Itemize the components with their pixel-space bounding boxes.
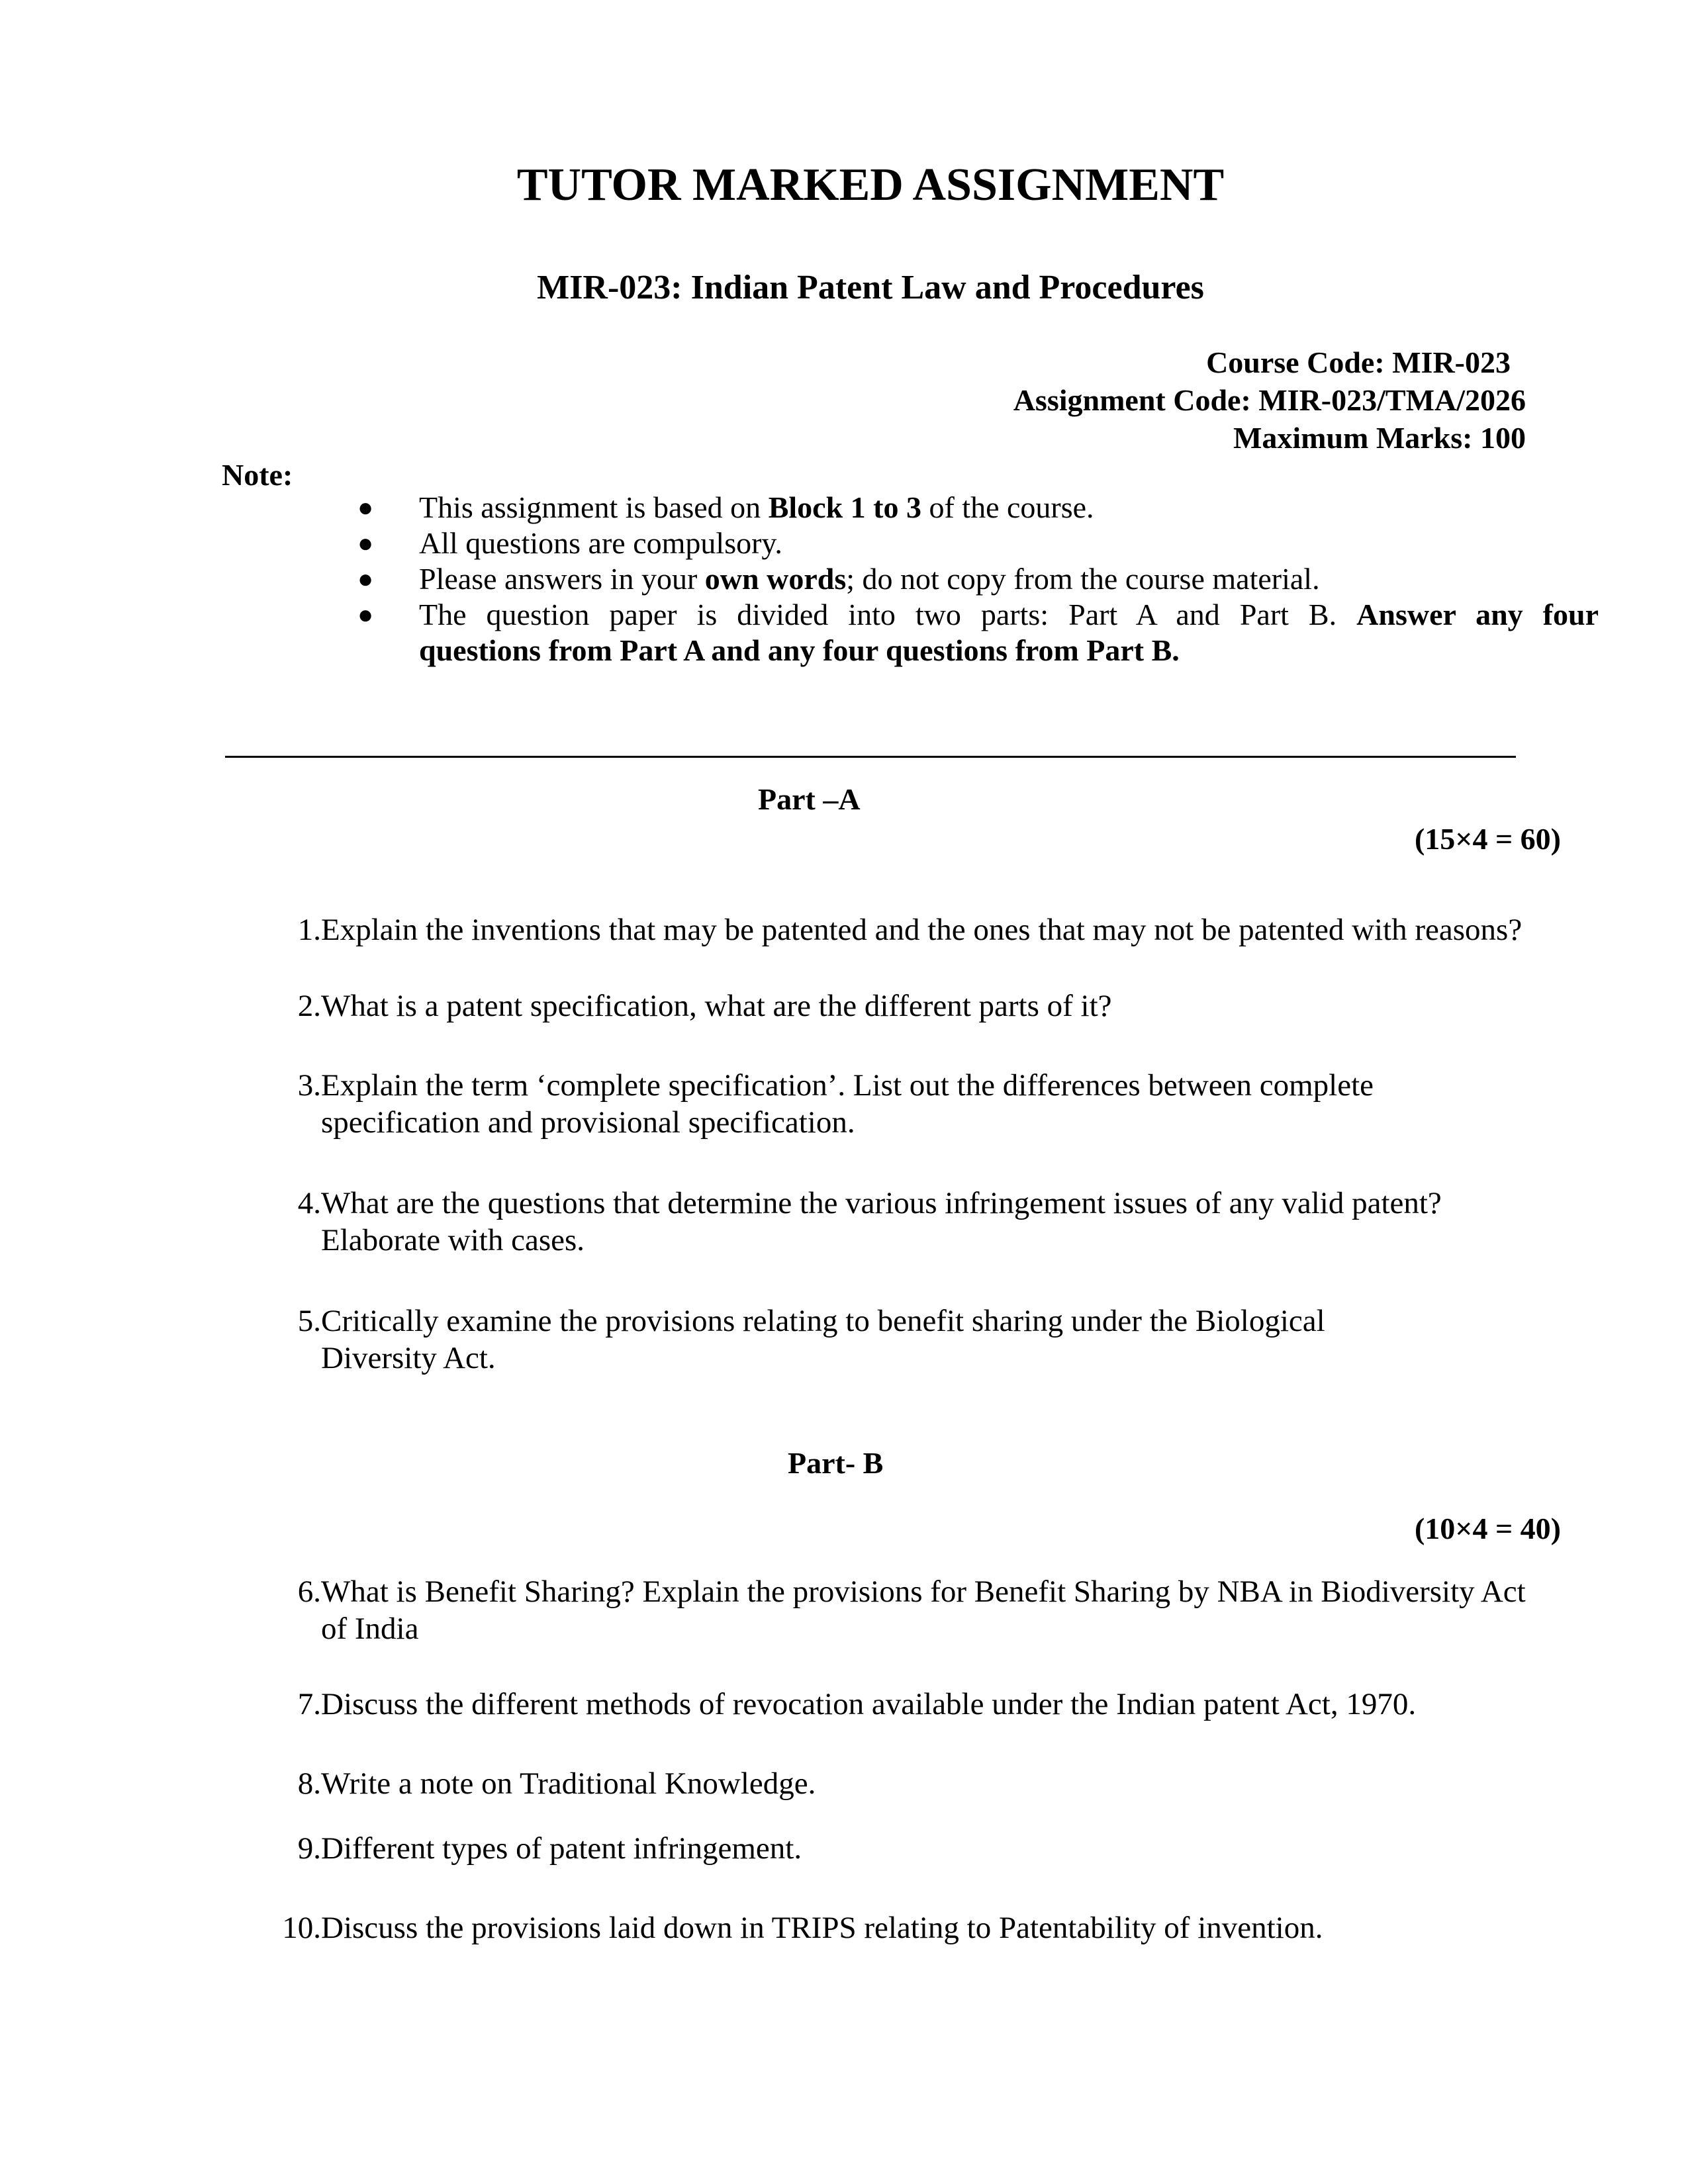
- maximum-marks: Maximum Marks: 100: [1233, 421, 1526, 455]
- question-number: 9.: [297, 1831, 321, 1866]
- question-number: 5.: [297, 1304, 321, 1338]
- question-number: 6.: [297, 1574, 321, 1609]
- question-text: Explain the term ‘complete specification’. List out the differences between complete: [321, 1068, 1374, 1103]
- question-number: 10.: [282, 1911, 321, 1945]
- note-item: ● The question paper is divided into two parts: Part A and Part B. Answer any four: [357, 598, 1599, 631]
- question-text: specification and provisional specification.: [321, 1105, 855, 1140]
- bullet-icon: ●: [357, 600, 374, 629]
- question-number: 1.: [297, 913, 321, 947]
- question-item: [261, 1067, 1612, 1141]
- question-item: [261, 1765, 1612, 1802]
- document-subtitle: MIR-023: Indian Patent Law and Procedures: [537, 269, 1204, 306]
- course-code: Course Code: MIR-023: [1206, 345, 1511, 379]
- note-item-continued: questions from Part A and any four questions from Part B.: [419, 633, 1180, 667]
- question-number: 4.: [297, 1186, 321, 1220]
- question-item: [261, 1573, 1612, 1647]
- question-item: [261, 1302, 1612, 1377]
- question-item: [261, 1830, 1612, 1867]
- question-item: [261, 911, 1612, 948]
- part-a-title: Part –A: [758, 782, 861, 816]
- question-text: What is Benefit Sharing? Explain the provisions for Benefit Sharing by NBA in Biodiversity Act: [321, 1574, 1526, 1609]
- note-list: [357, 490, 1599, 668]
- part-b-title: Part- B: [788, 1446, 884, 1480]
- question-item: [261, 1185, 1612, 1259]
- question-text: Critically examine the provisions relating to benefit sharing under the Biological: [321, 1304, 1325, 1338]
- question-text: What is a patent specification, what are the different parts of it?: [321, 989, 1112, 1023]
- question-text: Write a note on Traditional Knowledge.: [321, 1766, 816, 1801]
- question-text: Diversity Act.: [321, 1341, 496, 1375]
- section-divider: [225, 756, 1516, 758]
- note-item: ● Please answers in your own words; do not copy from the course material.: [357, 562, 1320, 596]
- question-text: What are the questions that determine the various infringement issues of any valid patent?: [321, 1186, 1442, 1220]
- question-number: 2.: [297, 989, 321, 1023]
- document-title: TUTOR MARKED ASSIGNMENT: [516, 159, 1225, 210]
- question-text: Explain the inventions that may be patented and the ones that may not be patented with reasons?: [321, 913, 1523, 947]
- question-text: Elaborate with cases.: [321, 1223, 585, 1257]
- question-text: Discuss the provisions laid down in TRIPS relating to Patentability of invention.: [321, 1911, 1323, 1945]
- question-number: 8.: [297, 1766, 321, 1801]
- note-item: ● This assignment is based on Block 1 to 3 of the course.: [357, 490, 1094, 524]
- bullet-icon: ●: [357, 528, 374, 558]
- question-item: [261, 1909, 1612, 1946]
- bullet-icon: ●: [357, 492, 374, 522]
- part-a-marks: (15×4 = 60): [1414, 822, 1561, 856]
- note-item: ● All questions are compulsory.: [357, 526, 782, 560]
- question-number: 3.: [297, 1068, 321, 1103]
- question-item: [261, 987, 1612, 1024]
- note-label: Note:: [222, 458, 293, 492]
- part-b-marks: (10×4 = 40): [1414, 1512, 1561, 1545]
- question-text: Different types of patent infringement.: [321, 1831, 802, 1866]
- question-number: 7.: [297, 1687, 321, 1721]
- question-text: of India: [321, 1612, 419, 1646]
- question-text: Discuss the different methods of revocation available under the Indian patent Act, 1970.: [321, 1687, 1417, 1721]
- assignment-code: Assignment Code: MIR-023/TMA/2026: [1013, 383, 1526, 417]
- bullet-icon: ●: [357, 564, 374, 594]
- question-item: [261, 1686, 1612, 1723]
